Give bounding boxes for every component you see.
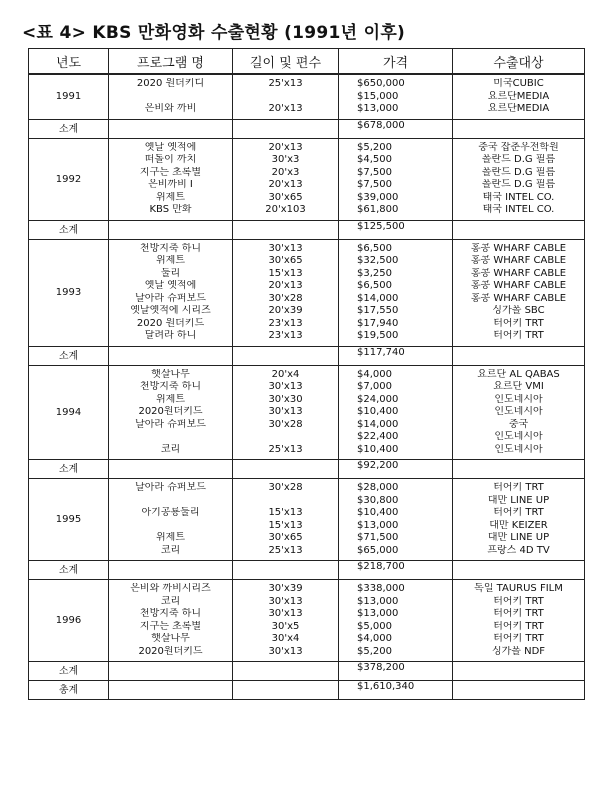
- length-episodes: 30'x65: [268, 532, 303, 543]
- export-destination-column: [453, 365, 585, 460]
- length-episodes-column: [233, 74, 339, 119]
- header-length: 길이 및 편수: [233, 49, 339, 75]
- program-name-column: [109, 239, 233, 346]
- subtotal-row: [29, 662, 585, 681]
- program-name: [109, 91, 232, 104]
- length-episodes: 20'x13: [268, 141, 303, 153]
- price-value: $5,200: [357, 141, 392, 153]
- length-episodes: 30'x13: [268, 595, 303, 607]
- length-episodes: [233, 495, 338, 508]
- year-cell: 1991: [29, 74, 109, 119]
- export-destination: 터어키 TRT: [493, 620, 544, 632]
- subtotal-label: 소계: [29, 220, 109, 239]
- price-value: $5,200: [357, 645, 392, 657]
- length-episodes-column: [233, 365, 339, 460]
- program-name: 코리: [160, 595, 181, 607]
- subtotal-label: 소계: [29, 119, 109, 138]
- program-name: 은비와 까비: [144, 103, 197, 114]
- length-episodes: 20'x13: [268, 103, 303, 114]
- price-value: $13,000: [357, 595, 399, 607]
- program-name-column: [109, 365, 233, 460]
- program-name: 천방지축 하니: [139, 242, 202, 254]
- price-value: $24,000: [357, 393, 399, 405]
- export-destination: 태국 INTEL CO.: [482, 204, 555, 215]
- subtotal-label: 소계: [29, 662, 109, 681]
- length-episodes: 20'x4: [271, 368, 300, 380]
- table-title: <표 4> KBS 만화영화 수출현황 (1991년 이후): [22, 23, 406, 43]
- export-destination: 대만 KEIZER: [489, 519, 548, 531]
- program-name: [109, 520, 232, 533]
- program-name: 둘리: [160, 267, 181, 279]
- length-episodes: 30'x28: [268, 292, 303, 304]
- price-value: $10,400: [357, 443, 399, 455]
- export-destination: 인도네시아: [494, 393, 543, 405]
- program-name: 달려라 하니: [144, 330, 197, 341]
- program-name: 옛날 옛적에: [144, 141, 197, 153]
- total-value: $1,610,340: [339, 681, 453, 700]
- empty-cell: [233, 346, 339, 365]
- program-name: 옛날옛적에 시리즈: [130, 305, 211, 316]
- program-name: 위제트: [156, 191, 185, 203]
- empty-cell: [453, 681, 585, 700]
- subtotal-value: $125,500: [339, 220, 453, 239]
- price-value: $71,500: [357, 532, 399, 543]
- empty-cell: [109, 460, 233, 479]
- program-name: 2020원더키드: [138, 645, 203, 657]
- export-destination-column: [453, 479, 585, 561]
- export-destination: 터어키 TRT: [493, 330, 544, 341]
- empty-cell: [109, 662, 233, 681]
- program-name: 위제트: [156, 393, 185, 405]
- length-episodes: 30'x13: [268, 406, 303, 417]
- price-value-column: [339, 239, 453, 346]
- program-name: 천방지축 하니: [139, 381, 202, 392]
- empty-cell: [109, 561, 233, 580]
- length-episodes: [233, 431, 338, 444]
- subtotal-row: [29, 220, 585, 239]
- price-value: $4,000: [357, 633, 392, 644]
- subtotal-value: $378,200: [339, 662, 453, 681]
- price-value: $30,800: [357, 494, 399, 506]
- export-destination: 터어키 TRT: [493, 633, 544, 644]
- program-name: 옛날 옛적에: [144, 280, 197, 291]
- empty-cell: [109, 119, 233, 138]
- program-name: 은비까비 I: [148, 179, 193, 190]
- length-episodes: 20'x3: [271, 166, 300, 178]
- program-name: 지구는 초록별: [139, 620, 202, 632]
- length-episodes: 30'x3: [271, 154, 300, 165]
- subtotal-label: 소계: [29, 460, 109, 479]
- program-name-column: [109, 580, 233, 662]
- price-value: $14,000: [357, 418, 399, 430]
- year-group-row: [29, 580, 585, 662]
- export-destination: 폴란드 D.G 필름: [481, 154, 556, 165]
- year-cell: 1992: [29, 138, 109, 220]
- export-destination: 요르단 VMI: [493, 381, 544, 392]
- header-program: 프로그램 명: [109, 49, 233, 75]
- export-table: [28, 48, 585, 700]
- program-name: 2020 원더키드: [136, 317, 205, 329]
- empty-cell: [233, 662, 339, 681]
- subtotal-label: 소계: [29, 561, 109, 580]
- length-episodes-column: [233, 239, 339, 346]
- export-destination: 홍콩 WHARF CABLE: [470, 242, 567, 254]
- price-value: $4,500: [357, 154, 392, 165]
- year-group-row: [29, 74, 585, 119]
- year-group-row: [29, 365, 585, 460]
- empty-cell: [453, 220, 585, 239]
- export-destination: 터어키 TRT: [493, 608, 544, 619]
- price-value: $7,500: [357, 166, 392, 178]
- length-episodes: 20'x13: [268, 280, 303, 291]
- length-episodes: 30'x4: [271, 633, 300, 644]
- export-destination: 요르단 AL QABAS: [477, 368, 560, 380]
- program-name: 2020원더키드: [138, 406, 203, 417]
- export-destination: 홍콩 WHARF CABLE: [470, 280, 567, 291]
- length-episodes: 30'x28: [268, 482, 303, 493]
- subtotal-row: [29, 346, 585, 365]
- price-value-column: [339, 365, 453, 460]
- export-destination: 홍콩 WHARF CABLE: [470, 255, 567, 266]
- header-year: 년도: [29, 49, 109, 75]
- export-destination: 요르단MEDIA: [487, 90, 550, 102]
- price-value: $39,000: [357, 191, 399, 203]
- export-destination: 홍콩 WHARF CABLE: [470, 292, 567, 304]
- export-destination: 중국 잡춘우전학원: [478, 141, 559, 153]
- year-cell: 1995: [29, 479, 109, 561]
- price-value: $61,800: [357, 204, 399, 215]
- length-episodes-column: [233, 580, 339, 662]
- empty-cell: [233, 460, 339, 479]
- price-value: $22,400: [357, 431, 399, 442]
- export-destination: 터어키 TRT: [493, 507, 544, 518]
- export-destination: 인도네시아: [494, 443, 543, 455]
- subtotal-row: [29, 119, 585, 138]
- price-value: $65,000: [357, 544, 399, 556]
- program-name: 위제트: [156, 255, 185, 266]
- export-destination: 독일 TAURUS FILM: [474, 583, 563, 594]
- export-destination: 중국: [508, 418, 529, 430]
- program-name: 천방지축 하니: [139, 608, 202, 619]
- export-destination: 터어키 TRT: [493, 595, 544, 607]
- length-episodes-column: [233, 138, 339, 220]
- year-cell: 1993: [29, 239, 109, 346]
- export-destination: 태국 INTEL CO.: [482, 191, 555, 203]
- length-episodes: 30'x5: [271, 620, 300, 632]
- export-destination-column: [453, 74, 585, 119]
- program-name: 날아라 슈퍼보드: [135, 418, 206, 430]
- program-name: [109, 495, 232, 508]
- subtotal-label: 소계: [29, 346, 109, 365]
- program-name: 코리: [160, 443, 181, 455]
- export-destination: 폴란드 D.G 필름: [481, 179, 556, 190]
- table-body: [29, 74, 585, 700]
- empty-cell: [453, 662, 585, 681]
- price-value: $15,000: [357, 90, 399, 102]
- program-name: 햇살나무: [151, 633, 190, 644]
- program-name: 은비와 까비시리즈: [130, 583, 211, 594]
- length-episodes: 25'x13: [268, 443, 303, 455]
- year-group-row: [29, 479, 585, 561]
- price-value: $4,000: [357, 368, 392, 380]
- export-destination: 터어키 TRT: [493, 482, 544, 493]
- program-name: 날아라 슈퍼보드: [135, 482, 206, 493]
- empty-cell: [453, 119, 585, 138]
- length-episodes: 23'x13: [268, 317, 303, 329]
- program-name-column: [109, 138, 233, 220]
- program-name: 2020 원더키디: [136, 78, 205, 89]
- price-value: $14,000: [357, 292, 399, 304]
- length-episodes: 15'x13: [268, 507, 303, 518]
- empty-cell: [233, 681, 339, 700]
- price-value: $7,000: [357, 381, 392, 392]
- program-name: 햇살나무: [151, 368, 190, 380]
- empty-cell: [233, 119, 339, 138]
- program-name: 위제트: [156, 532, 185, 543]
- export-destination: 대만 LINE UP: [487, 494, 550, 506]
- price-value-column: [339, 580, 453, 662]
- total-label: 총계: [29, 681, 109, 700]
- length-episodes: 23'x13: [268, 330, 303, 341]
- price-value: $17,550: [357, 305, 399, 316]
- empty-cell: [453, 460, 585, 479]
- program-name: [109, 431, 232, 444]
- length-episodes: 30'x28: [268, 418, 303, 430]
- subtotal-value: $218,700: [339, 561, 453, 580]
- empty-cell: [109, 681, 233, 700]
- price-value-column: [339, 479, 453, 561]
- length-episodes: [233, 91, 338, 104]
- header-row: [29, 49, 585, 75]
- export-destination: 싱가폴 SBC: [492, 305, 545, 316]
- price-value: $13,000: [357, 519, 399, 531]
- length-episodes: 20'x103: [265, 204, 306, 215]
- year-cell: 1996: [29, 580, 109, 662]
- export-destination: 폴란드 D.G 필름: [481, 166, 556, 178]
- length-episodes: 25'x13: [268, 78, 303, 89]
- program-name: 날아라 슈퍼보드: [135, 292, 206, 304]
- price-value-column: [339, 74, 453, 119]
- price-value: $13,000: [357, 608, 399, 619]
- empty-cell: [453, 346, 585, 365]
- year-group-row: [29, 239, 585, 346]
- total-row: [29, 681, 585, 700]
- program-name-column: [109, 479, 233, 561]
- empty-cell: [233, 220, 339, 239]
- export-destination: 프랑스 4D TV: [487, 544, 550, 556]
- price-value: $17,940: [357, 317, 399, 329]
- export-destination-column: [453, 580, 585, 662]
- price-value: $28,000: [357, 482, 399, 493]
- program-name: 지구는 초록별: [139, 166, 202, 178]
- export-destination: 대만 LINE UP: [487, 532, 550, 543]
- length-episodes: 30'x13: [268, 381, 303, 392]
- export-destination-column: [453, 138, 585, 220]
- program-name: 떠돌이 까치: [144, 154, 197, 165]
- price-value: $7,500: [357, 179, 392, 190]
- length-episodes: 30'x30: [268, 393, 303, 405]
- subtotal-value: $678,000: [339, 119, 453, 138]
- price-value: $338,000: [357, 583, 405, 594]
- price-value: $650,000: [357, 78, 405, 89]
- price-value: $13,000: [357, 103, 399, 114]
- export-destination: 싱가폴 NDF: [491, 645, 546, 657]
- empty-cell: [109, 346, 233, 365]
- year-cell: 1994: [29, 365, 109, 460]
- empty-cell: [109, 220, 233, 239]
- program-name: 아기공룡둘리: [141, 507, 200, 518]
- export-destination: 인도네시아: [494, 431, 543, 442]
- export-destination: 터어키 TRT: [493, 317, 544, 329]
- length-episodes: 20'x39: [268, 305, 303, 316]
- subtotal-value: $117,740: [339, 346, 453, 365]
- program-name: 코리: [160, 544, 181, 556]
- length-episodes: 30'x13: [268, 242, 303, 254]
- length-episodes: 15'x13: [268, 519, 303, 531]
- subtotal-row: [29, 561, 585, 580]
- program-name: KBS 만화: [149, 204, 192, 215]
- export-destination: 요르단MEDIA: [487, 103, 550, 114]
- length-episodes: 30'x13: [268, 608, 303, 619]
- price-value: $10,400: [357, 507, 399, 518]
- length-episodes-column: [233, 479, 339, 561]
- header-price: 가격: [339, 49, 453, 75]
- export-destination-column: [453, 239, 585, 346]
- price-value: $10,400: [357, 406, 399, 417]
- price-value: $32,500: [357, 255, 399, 266]
- length-episodes: 30'x65: [268, 255, 303, 266]
- export-destination: 홍콩 WHARF CABLE: [470, 267, 567, 279]
- export-destination: 미국CUBIC: [493, 78, 544, 89]
- empty-cell: [233, 561, 339, 580]
- year-group-row: [29, 138, 585, 220]
- length-episodes: 30'x65: [268, 191, 303, 203]
- price-value: $6,500: [357, 242, 392, 254]
- empty-cell: [453, 561, 585, 580]
- price-value: $6,500: [357, 280, 392, 291]
- price-value: $5,000: [357, 620, 392, 632]
- length-episodes: 25'x13: [268, 544, 303, 556]
- price-value: $19,500: [357, 330, 399, 341]
- price-value: $3,250: [357, 267, 392, 279]
- header-destination: 수출대상: [453, 49, 585, 75]
- export-destination: 인도네시아: [494, 406, 543, 417]
- length-episodes: 15'x13: [268, 267, 303, 279]
- price-value-column: [339, 138, 453, 220]
- length-episodes: 30'x39: [268, 583, 303, 594]
- program-name-column: [109, 74, 233, 119]
- subtotal-row: [29, 460, 585, 479]
- subtotal-value: $92,200: [339, 460, 453, 479]
- length-episodes: 20'x13: [268, 179, 303, 190]
- length-episodes: 30'x13: [268, 645, 303, 657]
